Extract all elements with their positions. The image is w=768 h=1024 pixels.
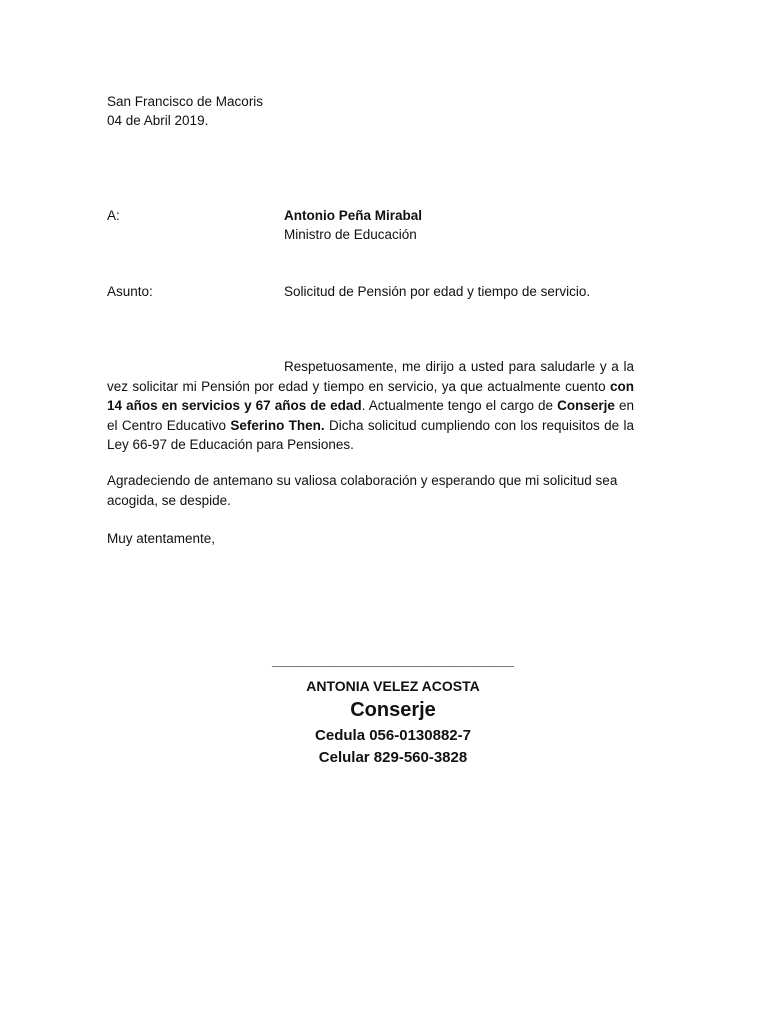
recipient-title: Ministro de Educación (284, 227, 417, 242)
body-bold-years: con 14 años en servicios y 67 años de edad (107, 378, 634, 413)
recipient-name: Antonio Peña Mirabal (284, 208, 423, 223)
body-text: . Actualmente tengo el cargo de (361, 398, 558, 413)
body-text: Respetuosamente, me dirijo a usted para saludarle y a la vez solicitar mi Pensión por edad y tiempo en servicio, ya que actualmente cuento (107, 359, 634, 394)
closing-line: Muy atentamente, (107, 531, 216, 546)
body-paragraph-1 (107, 357, 634, 455)
signature-role: Conserje (350, 699, 436, 721)
date-line: 04 de Abril 2019. (107, 113, 209, 128)
signature-line: _____________________________ (272, 652, 514, 669)
signature-name: ANTONIA VELEZ ACOSTA (306, 678, 480, 694)
signature-cedula: Cedula 056-0130882-7 (315, 727, 471, 744)
signature-celular: Celular 829-560-3828 (318, 749, 468, 766)
body-paragraph-2: Agradeciendo de antemano su valiosa colaboración y esperando que mi solicitud sea acogida, se despide. (107, 473, 618, 508)
body-text: Dicha solicitud cumpliendo con los requisitos de la Ley 66-97 de Educación para Pensiones. (107, 417, 634, 452)
place-line: San Francisco de Macoris (107, 94, 264, 109)
recipient-label: A: (107, 208, 120, 223)
body-bold-school: Seferino Then. (230, 417, 325, 433)
body-text: en el Centro Educativo (107, 398, 634, 433)
body-bold-role: Conserje (557, 398, 615, 413)
subject-label: Asunto: (107, 284, 153, 299)
subject-text: Solicitud de Pensión por edad y tiempo de servicio. (284, 284, 591, 299)
